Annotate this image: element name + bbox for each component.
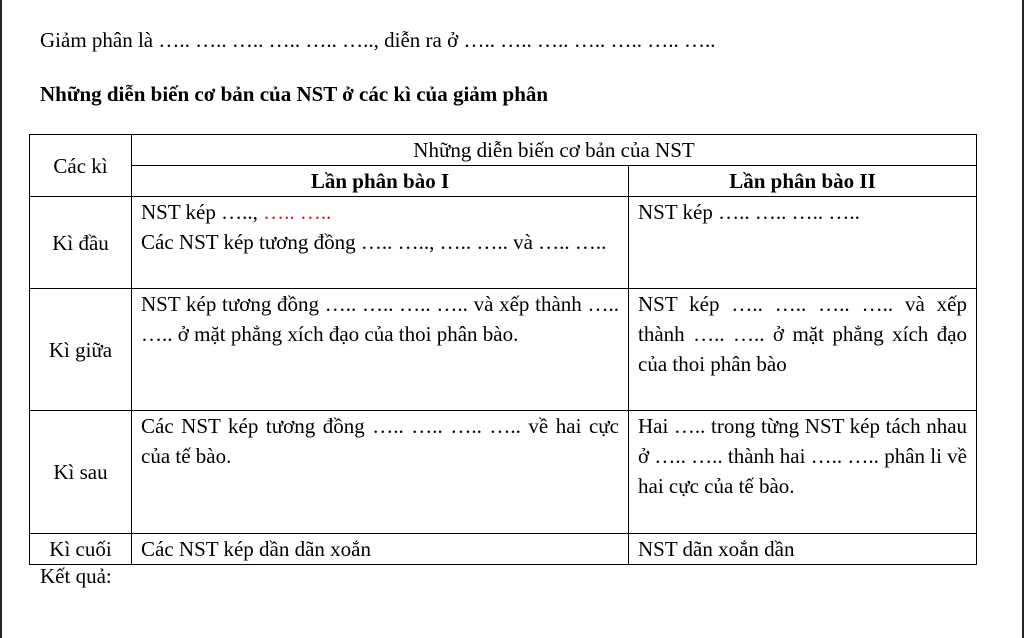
section-heading: Những diễn biến cơ bản của NST ở các kì của giảm phân <box>40 82 549 106</box>
result-label: Kết quả: <box>40 564 112 588</box>
table-row <box>30 411 977 534</box>
red-blanks: ….. ….. <box>263 200 332 224</box>
group-header: Những diễn biến cơ bản của NST <box>132 135 977 166</box>
phase-column-header: Các kì <box>30 135 132 197</box>
phase-label: Kì cuối <box>30 534 132 565</box>
division-2-header: Lần phân bào II <box>629 166 977 197</box>
definition-line: Giảm phân là ….. ….. ….. ….. ….. ….., diễn ra ở ….. ….. ….. ….. ….. ….. ….. <box>40 28 716 52</box>
left-border <box>0 0 2 638</box>
meiosis-table <box>29 134 977 565</box>
division-1-header: Lần phân bào I <box>132 166 629 197</box>
division-1-cell: Các NST kép tương đồng ….. ….. ….. ….. về hai cực của tế bào. <box>132 411 629 534</box>
phase-label: Kì giữa <box>30 289 132 411</box>
cell-text: NST kép ….., <box>141 200 264 224</box>
phase-label: Kì đầu <box>30 197 132 289</box>
table-row <box>30 197 977 289</box>
phase-label: Kì sau <box>30 411 132 534</box>
table-row <box>30 534 977 565</box>
cell-text: Các NST kép tương đồng ….. ….., ….. ….. và ….. ….. <box>141 230 607 254</box>
division-2-cell: NST kép ….. ….. ….. ….. và xếp thành ….. ….. ở mặt phẳng xích đạo của thoi phân bào <box>629 289 977 411</box>
division-2-cell: NST kép ….. ….. ….. ….. <box>629 197 977 289</box>
division-1-cell: Các NST kép dần dãn xoắn <box>132 534 629 565</box>
division-1-cell <box>132 197 629 289</box>
table-row <box>30 289 977 411</box>
division-2-cell: NST dãn xoắn dần <box>629 534 977 565</box>
division-1-cell: NST kép tương đồng ….. ….. ….. ….. và xếp thành ….. ….. ở mặt phẳng xích đạo của thoi phân bào. <box>132 289 629 411</box>
division-2-cell: Hai ….. trong từng NST kép tách nhau ở ….. ….. thành hai ….. ….. phân li về hai cực của tế bào. <box>629 411 977 534</box>
